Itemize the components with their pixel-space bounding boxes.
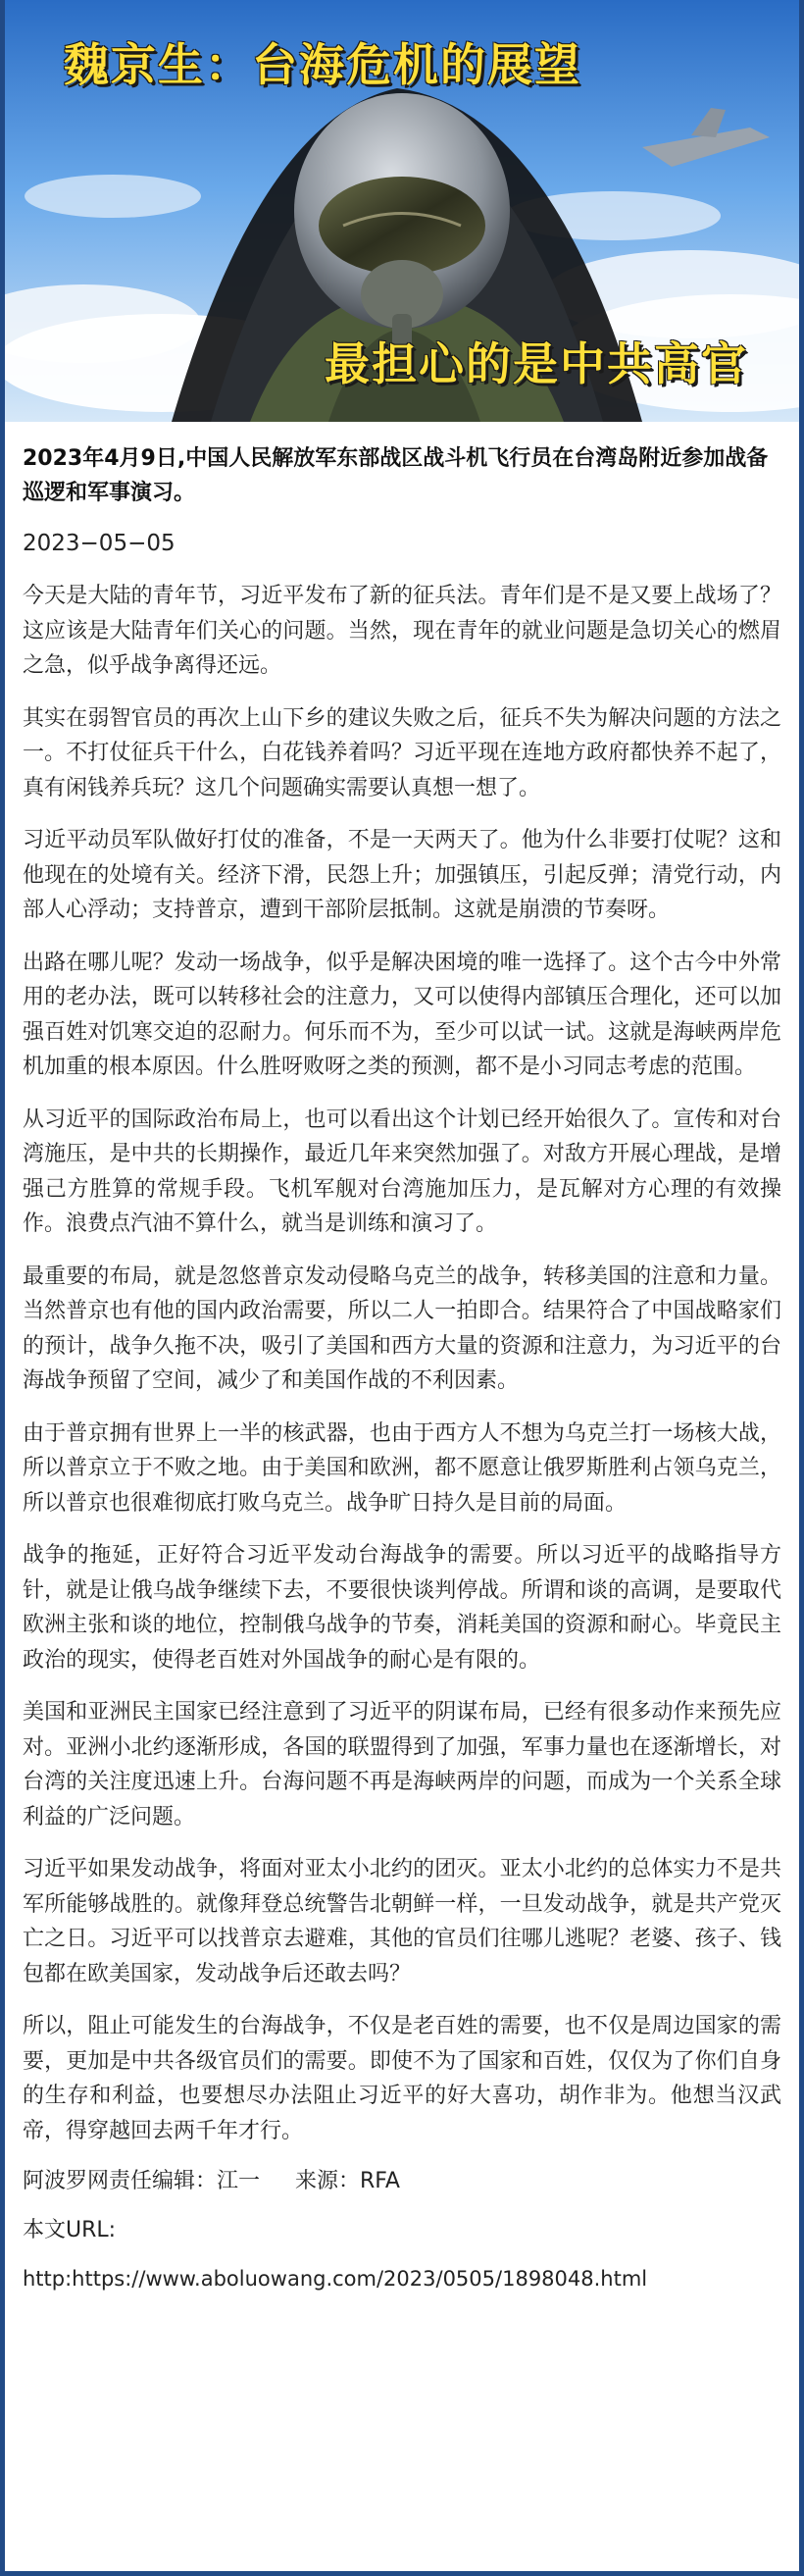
article-body [5, 422, 799, 2293]
editor-credit: 阿波罗网责任编辑：江一 [23, 2169, 261, 2193]
paragraph: 从习近平的国际政治布局上，也可以看出这个计划已经开始很久了。宣传和对台湾施压，是中共的长期操作，最近几年来突然加强了。对敌方开展心理战，是增强己方胜算的常规手段。飞机军舰对台湾施加压力，是瓦解对方心理的有效操作。浪费点汽油不算什么，就当是训练和演习了。 [23, 1107, 781, 1236]
article-url-link[interactable]: http:https://www.aboluowang.com/2023/0505/1898048.html [23, 2267, 648, 2291]
url-label: 本文URL: [23, 2218, 117, 2242]
paragraph: 所以，阻止可能发生的台海战争，不仅是老百姓的需要，也不仅是周边国家的需要，更加是中共各级官员们的需要。即使不为了国家和百姓，仅仅为了你们自身的生存和利益，也要想尽办法阻止习近平的好大喜功，胡作非为。他想当汉武帝，得穿越回去两千年才行。 [23, 2014, 781, 2143]
hero-subtitle: 最担心的是中共高官 [325, 337, 748, 390]
paragraph: 战争的拖延，正好符合习近平发动台海战争的需要。所以习近平的战略指导方针，就是让俄乌战争继续下去，不要很快谈判停战。所谓和谈的高调，是要取代欧洲主张和谈的地位，控制俄乌战争的节奏，消耗美国的资源和耐心。毕竟民主政治的现实，使得老百姓对外国战争的耐心是有限的。 [23, 1543, 781, 1673]
hero-image [5, 0, 799, 422]
paragraph: 习近平动员军队做好打仗的准备，不是一天两天了。他为什么非要打仗呢？这和他现在的处境有关。经济下滑，民怨上升；加强镇压，引起反弹；清党行动，内部人心浮动；支持普京，遭到干部阶层抵制。这就是崩溃的节奏呀。 [23, 828, 781, 922]
credit-line [23, 2166, 781, 2197]
paragraph: 美国和亚洲民主国家已经注意到了习近平的阴谋布局，已经有很多动作来预先应对。亚洲小北约逐渐形成，各国的联盟得到了加强，军事力量也在逐渐增长，对台湾的关注度迅速上升。台海问题不再是海峡两岸的问题，而成为一个关系全球利益的广泛问题。 [23, 1700, 781, 1829]
paragraph: 出路在哪儿呢？发动一场战争，似乎是解决困境的唯一选择了。这个古今中外常用的老办法，既可以转移社会的注意力，又可以使得内部镇压合理化，还可以加强百姓对饥寒交迫的忍耐力。何乐而不为，至少可以试一试。这就是海峡两岸危机加重的根本原因。什么胜呀败呀之类的预测，都不是小习同志考虑的范围。 [23, 950, 781, 1079]
hero-title: 魏京生：台海危机的展望 [64, 38, 581, 91]
paragraph: 最重要的布局，就是忽悠普京发动侵略乌克兰的战争，转移美国的注意和力量。当然普京也有他的国内政治需要，所以二人一拍即合。结果符合了中国战略家们的预计，战争久拖不决，吸引了美国和西方大量的资源和注意力，为习近平的台海战争预留了空间，减少了和美国作战的不利因素。 [23, 1263, 781, 1393]
source-credit: 来源：RFA [295, 2169, 400, 2193]
publish-date: 2023−05−05 [23, 531, 176, 556]
paragraph: 今天是大陆的青年节，习近平发布了新的征兵法。青年们是不是又要上战场了？这应该是大陆青年们关心的问题。当然，现在青年的就业问题是急切关心的燃眉之急，似乎战争离得还远。 [23, 584, 781, 678]
paragraph: 习近平如果发动战争，将面对亚太小北约的团灭。亚太小北约的总体实力不是共军所能够战胜的。就像拜登总统警告北朝鲜一样，一旦发动战争，就是共产党灭亡之日。习近平可以找普京去避难，其他的官员们往哪儿逃呢？老婆、孩子、钱包都在欧美国家，发动战争后还敢去吗？ [23, 1857, 781, 1986]
photo-caption: 2023年4月9日,中国人民解放军东部战区战斗机飞行员在台湾岛附近参加战备巡逻和军事演习。 [23, 446, 769, 505]
paragraph: 由于普京拥有世界上一半的核武器，也由于西方人不想为乌克兰打一场核大战，所以普京立于不败之地。由于美国和欧洲，都不愿意让俄罗斯胜利占领乌克兰，所以普京也很难彻底打败乌克兰。战争旷日持久是目前的局面。 [23, 1420, 781, 1516]
paragraph: 其实在弱智官员的再次上山下乡的建议失败之后，征兵不失为解决问题的方法之一。不打仗征兵干什么，白花钱养着吗？习近平现在连地方政府都快养不起了，真有闲钱养兵玩？这几个问题确实需要认真想一想了。 [23, 705, 781, 800]
